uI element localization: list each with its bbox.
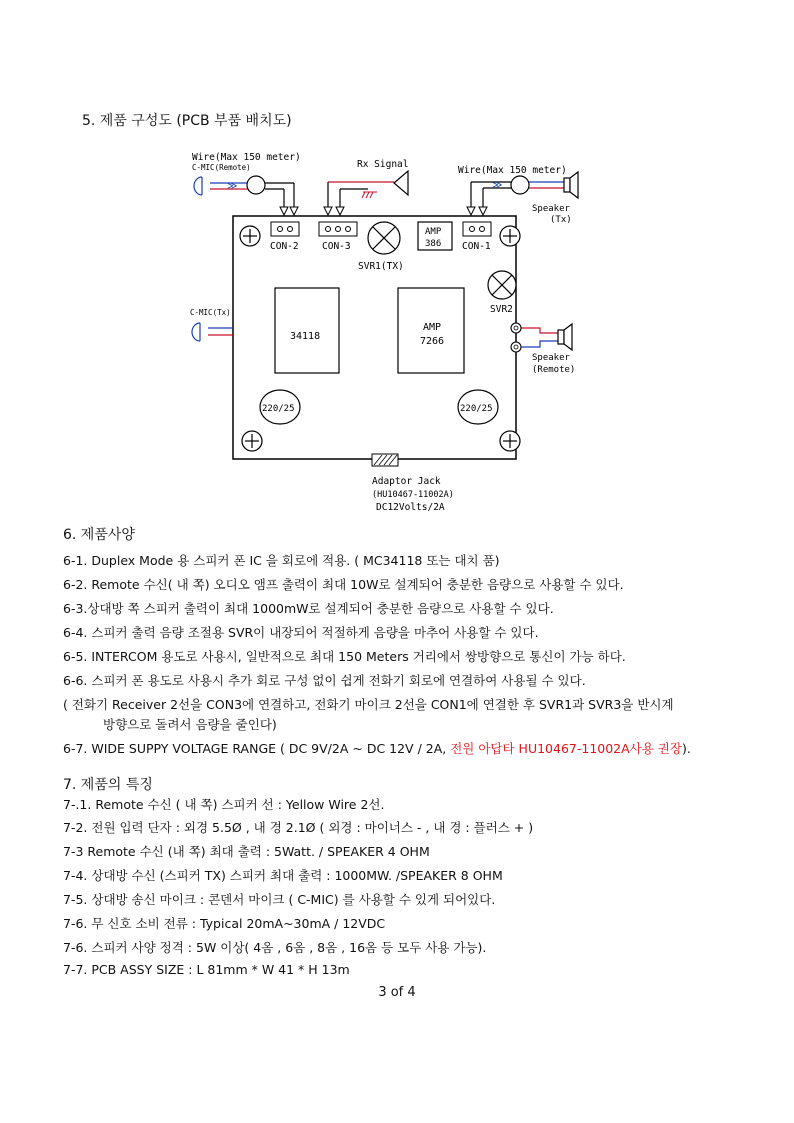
rx-signal-label: Rx Signal — [357, 159, 409, 170]
feature-item: 7-2. 전원 입력 단자 : 외경 5.5Ø , 내 경 2.1Ø ( 외경 : 마이너스 - , 내 경 : 플러스 + ) — [63, 820, 534, 835]
adaptor-jack-label: Adaptor Jack — [372, 476, 441, 487]
spec-item: 6-1. Duplex Mode 용 스피커 폰 IC 을 회로에 적용. ( MC34118 또는 대치 품) — [63, 553, 500, 568]
spec-item: 6-5. INTERCOM 용도로 사용시, 일반적으로 최대 150 Meters 거리에서 쌍방향으로 통신이 가능 하다. — [63, 649, 626, 664]
spec-item-voltage-recommendation: 전원 아답타 HU10467-11002A사용 권장 — [450, 741, 682, 756]
capacitor-left-label: 220/25 — [262, 404, 295, 414]
spec-item: 6-2. Remote 수신( 내 쪽) 오디오 앰프 출력이 최대 10W로 설계되어 충분한 음량으로 사용할 수 있다. — [63, 577, 624, 592]
wire-right-label: Wire(Max 150 meter) — [458, 165, 567, 176]
ic-amp7266-label-top: AMP — [423, 322, 442, 333]
page-number: 3 of 4 — [378, 985, 416, 1000]
con2-label: CON-2 — [270, 241, 299, 252]
feature-item: 7-3 Remote 수신 (내 쪽) 최대 출력 : 5Watt. / SPEAKER 4 OHM — [63, 844, 430, 859]
spec-item-voltage — [63, 739, 691, 757]
feature-item: 7-5. 상대방 송신 마이크 : 콘덴서 마이크 ( C-MIC) 를 사용할 수 있게 되어있다. — [63, 892, 496, 907]
amp386-label-bottom: 386 — [425, 239, 442, 249]
spec-item: ( 전화기 Receiver 2선을 CON3에 연결하고, 전화기 마이크 2선을 CON1에 연결한 후 SVR1과 SVR3을 반시계 — [63, 697, 674, 712]
section-5-title: 5. 제품 구성도 (PCB 부품 배치도) — [82, 113, 292, 129]
speaker-remote-sublabel: (Remote) — [532, 365, 576, 375]
ground-icon — [362, 192, 377, 198]
spec-item-voltage-end: ). — [681, 741, 691, 756]
adaptor-power-label: DC12Volts/2A — [376, 502, 445, 513]
adaptor-jack-icon — [372, 454, 398, 466]
spec-item-voltage-text: 6-7. WIDE SUPPY VOLTAGE RANGE ( DC 9V/2A ~ DC 12V / 2A, — [63, 741, 451, 756]
con2-connector — [271, 222, 299, 236]
pcb-layout-diagram — [180, 145, 600, 520]
con1-connector — [463, 222, 491, 236]
section-7-title: 7. 제품의 특징 — [63, 777, 153, 793]
feature-item: 7-7. PCB ASSY SIZE : L 81mm * W 41 * H 13m — [63, 962, 350, 977]
wire-break-left-icon: ≫ — [227, 181, 238, 192]
speaker-tx-sublabel: (Tx) — [550, 215, 572, 225]
ic-amp7266-label-bottom: 7266 — [420, 336, 445, 347]
con3-connector — [319, 222, 357, 236]
svr1-potentiometer-icon — [368, 222, 400, 254]
wire-coil-right-icon — [511, 176, 529, 194]
feature-item: 7-4. 상대방 수신 (스피커 TX) 스피커 최대 출력 : 1000MW. /SPEAKER 8 OHM — [63, 868, 503, 883]
cmic-remote-label: C-MIC(Remote) — [192, 163, 251, 172]
mounting-hole-icon — [500, 431, 520, 451]
rx-signal-antenna-icon — [394, 171, 408, 195]
ic-34118-label: 34118 — [290, 331, 321, 342]
amp386-label-top: AMP — [425, 227, 442, 237]
wire-break-right-icon: ≫ — [492, 180, 503, 191]
mounting-hole-icon — [242, 431, 262, 451]
adaptor-part-label: (HU10467-11002A) — [372, 490, 454, 500]
speaker-remote-icon — [558, 324, 572, 350]
wire-coil-left-icon — [247, 176, 265, 194]
con1-label: CON-1 — [462, 241, 491, 252]
mounting-hole-icon — [500, 226, 520, 246]
spec-item: 6-4. 스피커 출력 음량 조절용 SVR이 내장되어 적절하게 음량을 마추어 사용할 수 있다. — [63, 625, 539, 640]
capacitor-right-label: 220/25 — [460, 404, 493, 414]
speaker-remote-terminal-icon — [511, 342, 521, 352]
mic-tx-icon — [192, 323, 200, 341]
speaker-remote-label: Speaker — [532, 353, 570, 363]
cmic-tx-label: C-MIC(Tx) — [190, 308, 231, 317]
mic-remote-icon — [194, 177, 202, 195]
mounting-hole-icon — [240, 226, 260, 246]
spec-item: 6-3.상대방 쪽 스피커 출력이 최대 1000mW로 설계되어 충분한 음량으로 사용할 수 있다. — [63, 601, 554, 616]
speaker-tx-label: Speaker — [532, 204, 570, 214]
feature-item: 7-6. 스피커 사양 정격 : 5W 이상( 4옴 , 6옴 , 8옴 , 16옴 등 모두 사용 가능). — [63, 940, 487, 955]
spec-item: 6-6. 스피커 폰 용도로 사용시 추가 회로 구성 없이 쉽게 전화기 회로에 연결하여 사용될 수 있다. — [63, 673, 586, 688]
spec-item-continued: 방향으로 돌려서 음량을 줄인다) — [103, 717, 277, 732]
speaker-remote-terminal-icon — [511, 323, 521, 333]
con3-label: CON-3 — [322, 241, 351, 252]
svr2-label: SVR2 — [490, 304, 513, 315]
svr2-potentiometer-icon — [488, 271, 516, 299]
feature-item: 7-.1. Remote 수신 ( 내 쪽) 스피커 선 : Yellow Wire 2선. — [63, 797, 385, 812]
wire-left-label: Wire(Max 150 meter) — [192, 152, 301, 163]
section-6-title: 6. 제품사양 — [63, 527, 135, 543]
svr1-label: SVR1(TX) — [358, 261, 404, 272]
feature-item: 7-6. 무 신호 소비 전류 : Typical 20mA~30mA / 12VDC — [63, 916, 386, 931]
